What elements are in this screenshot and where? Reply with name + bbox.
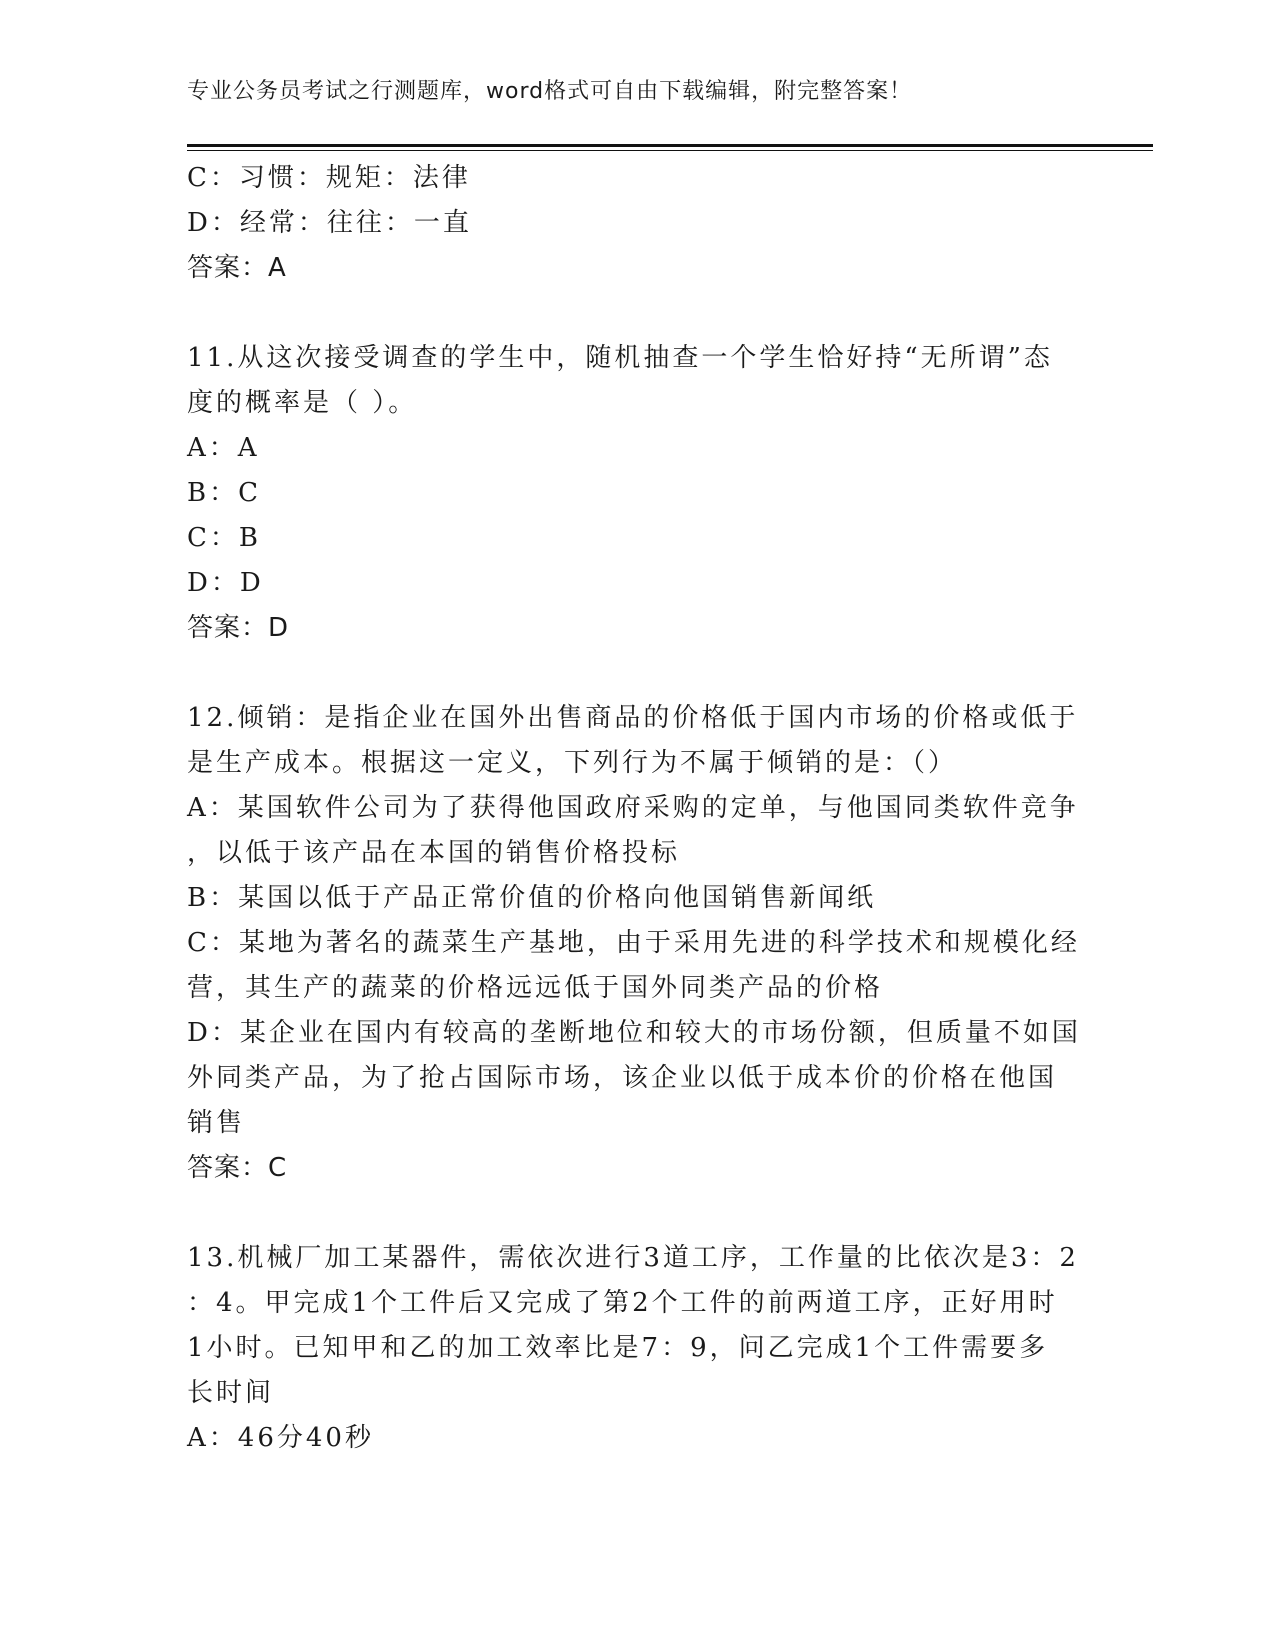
option-line: B：某国以低于产品正常价值的价格向他国销售新闻纸 [187, 883, 877, 913]
question-text-line: 13.机械厂加工某器件，需依次进行3道工序，工作量的比依次是3：2 [187, 1243, 1079, 1273]
spacer [187, 291, 1087, 336]
question-11 [187, 336, 1087, 651]
question-text-line: 12.倾销：是指企业在国外出售商品的价格低于国内市场的价格或低于 [187, 703, 1079, 733]
answer-line: 答案：A [187, 253, 287, 283]
option-line: A：某国软件公司为了获得他国政府采购的定单，与他国同类软件竞争 [187, 793, 1079, 823]
option-line: B：C [187, 478, 262, 508]
option-line: 销售 [187, 1108, 246, 1138]
answer-line: 答案：C [187, 1153, 288, 1183]
question-text-line: 长时间 [187, 1378, 275, 1408]
question-text-line: 11.从这次接受调查的学生中，随机抽查一个学生恰好持“无所谓”态 [187, 343, 1053, 373]
option-line: D：某企业在国内有较高的垄断地位和较大的市场份额，但质量不如国 [187, 1018, 1081, 1048]
question-13 [187, 1236, 1087, 1461]
option-line: C：B [187, 523, 262, 553]
spacer [187, 1191, 1087, 1236]
option-line: C：某地为著名的蔬菜生产基地，由于采用先进的科学技术和规模化经 [187, 928, 1080, 958]
question-text-line: ：4。甲完成1个工件后又完成了第2个工件的前两道工序，正好用时 [187, 1288, 1058, 1318]
question-12 [187, 696, 1087, 1191]
question-text-line: 1小时。已知甲和乙的加工效率比是7：9，问乙完成1个工件需要多 [187, 1333, 1049, 1363]
option-line: A：46分40秒 [187, 1423, 374, 1453]
header-rule-thin [187, 150, 1153, 151]
question-text-line: 度的概率是（ ）。 [187, 388, 418, 418]
option-line: D：经常：往往：一直 [187, 208, 472, 238]
header-rule [187, 144, 1153, 147]
spacer [187, 651, 1087, 696]
answer-line: 答案：D [187, 613, 290, 643]
page-header: 专业公务员考试之行测题库，word格式可自由下载编辑，附完整答案！ [187, 79, 913, 104]
option-line: 营，其生产的蔬菜的价格远远低于国外同类产品的价格 [187, 973, 884, 1003]
option-line: 外同类产品，为了抢占国际市场，该企业以低于成本价的价格在他国 [187, 1063, 1058, 1093]
document-body [187, 156, 1087, 1461]
option-line: A：A [187, 433, 260, 463]
option-line: D：D [187, 568, 264, 598]
question-text-line: 是生产成本。根据这一定义，下列行为不属于倾销的是：（） [187, 748, 958, 778]
previous-question-tail [187, 156, 1087, 291]
option-line: ，以低于该产品在本国的销售价格投标 [187, 838, 681, 868]
option-line: C：习惯：规矩：法律 [187, 163, 471, 193]
